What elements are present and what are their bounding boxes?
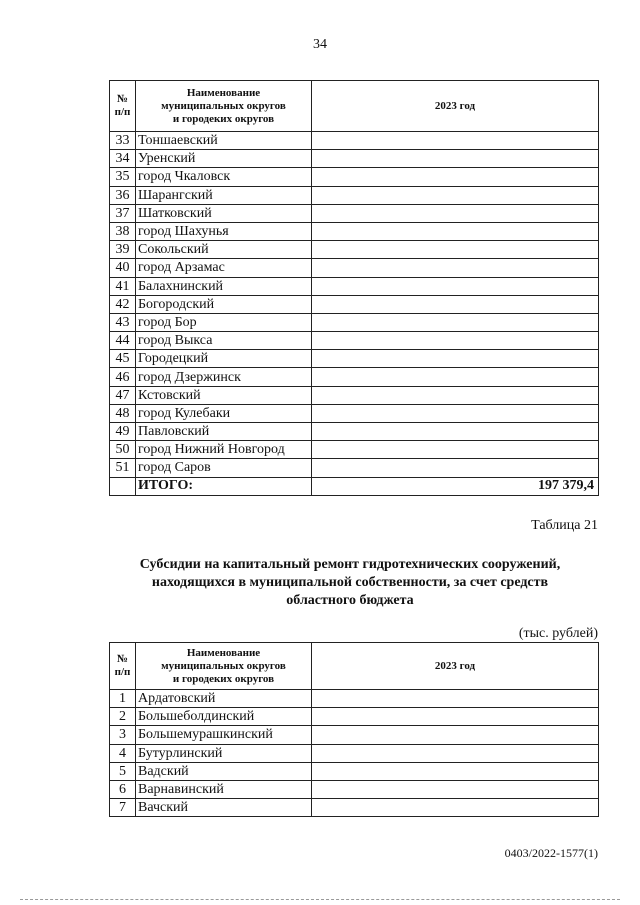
row-number: 40 <box>110 259 136 277</box>
row-value <box>312 168 599 186</box>
row-name: Кстовский <box>136 386 312 404</box>
row-number: 46 <box>110 368 136 386</box>
table-row <box>110 277 599 295</box>
header-name: Наименование муниципальных округов и городеких округов <box>136 643 312 690</box>
footer-divider <box>20 899 620 900</box>
table-row <box>110 799 599 817</box>
row-value <box>312 204 599 222</box>
row-name: Шарангский <box>136 186 312 204</box>
row-value <box>312 295 599 313</box>
table-row <box>110 150 599 168</box>
header-num: № п/п <box>110 81 136 132</box>
table-row <box>110 241 599 259</box>
row-value <box>312 150 599 168</box>
row-value <box>312 222 599 240</box>
total-value: 197 379,4 <box>312 477 599 495</box>
row-name: Бутурлинский <box>136 744 312 762</box>
row-name: город Выкса <box>136 332 312 350</box>
row-name: Уренский <box>136 150 312 168</box>
row-number: 43 <box>110 313 136 331</box>
row-value <box>312 441 599 459</box>
header-num: № п/п <box>110 643 136 690</box>
row-name: Городецкий <box>136 350 312 368</box>
row-name: город Арзамас <box>136 259 312 277</box>
row-value <box>312 404 599 422</box>
table-row <box>110 222 599 240</box>
row-name: Варнавинский <box>136 780 312 798</box>
header-year: 2023 год <box>312 643 599 690</box>
row-number: 5 <box>110 762 136 780</box>
row-value <box>312 799 599 817</box>
table-row <box>110 259 599 277</box>
row-number: 36 <box>110 186 136 204</box>
row-value <box>312 368 599 386</box>
row-number: 50 <box>110 441 136 459</box>
page-number: 34 <box>313 37 327 52</box>
table-row <box>110 423 599 441</box>
municipal-table-continued <box>109 80 599 496</box>
row-number: 33 <box>110 132 136 150</box>
row-name: город Кулебаки <box>136 404 312 422</box>
document-code: 0403/2022-1577(1) <box>504 846 598 860</box>
table-row <box>110 132 599 150</box>
row-number: 48 <box>110 404 136 422</box>
row-value <box>312 350 599 368</box>
table-row <box>110 690 599 708</box>
row-number: 47 <box>110 386 136 404</box>
row-value <box>312 423 599 441</box>
row-number: 34 <box>110 150 136 168</box>
row-number: 4 <box>110 744 136 762</box>
table-row <box>110 762 599 780</box>
row-name: Павловский <box>136 423 312 441</box>
row-number: 49 <box>110 423 136 441</box>
table-row <box>110 350 599 368</box>
row-value <box>312 186 599 204</box>
subsidies-table <box>109 642 599 817</box>
row-name: город Саров <box>136 459 312 477</box>
section-title: Субсидии на капитальный ремонт гидротехнических сооружений, находящихся в муниципальной собственности, за счет средств областного бюджета <box>139 557 561 608</box>
row-number: 38 <box>110 222 136 240</box>
table-row <box>110 168 599 186</box>
table-header-row <box>110 643 599 690</box>
row-number: 45 <box>110 350 136 368</box>
row-name: Вачский <box>136 799 312 817</box>
row-name: город Шахунья <box>136 222 312 240</box>
table-row <box>110 744 599 762</box>
row-value <box>312 332 599 350</box>
total-label: ИТОГО: <box>136 477 312 495</box>
row-value <box>312 313 599 331</box>
row-name: Богородский <box>136 295 312 313</box>
row-number: 37 <box>110 204 136 222</box>
row-value <box>312 726 599 744</box>
row-number: 6 <box>110 780 136 798</box>
row-value <box>312 132 599 150</box>
header-year: 2023 год <box>312 81 599 132</box>
row-name: город Дзержинск <box>136 368 312 386</box>
row-number: 42 <box>110 295 136 313</box>
row-value <box>312 708 599 726</box>
units-label: (тыс. рублей) <box>518 626 598 641</box>
table-row <box>110 708 599 726</box>
table-row <box>110 726 599 744</box>
row-value <box>312 780 599 798</box>
row-name: Тоншаевский <box>136 132 312 150</box>
row-value <box>312 690 599 708</box>
row-value <box>312 744 599 762</box>
table-row <box>110 459 599 477</box>
row-name: Ардатовский <box>136 690 312 708</box>
row-number: 41 <box>110 277 136 295</box>
table-row <box>110 295 599 313</box>
table-row <box>110 204 599 222</box>
table-row <box>110 332 599 350</box>
row-value <box>312 259 599 277</box>
row-number: 1 <box>110 690 136 708</box>
total-row <box>110 477 599 495</box>
row-name: Большеболдинский <box>136 708 312 726</box>
row-number: 35 <box>110 168 136 186</box>
table-row <box>110 186 599 204</box>
row-name: Сокольский <box>136 241 312 259</box>
row-number: 39 <box>110 241 136 259</box>
header-name: Наименование муниципальных округов и городеких округов <box>136 81 312 132</box>
table-row <box>110 404 599 422</box>
row-name: Вадский <box>136 762 312 780</box>
row-name: город Нижний Новгород <box>136 441 312 459</box>
row-value <box>312 762 599 780</box>
row-name: город Бор <box>136 313 312 331</box>
row-number: 2 <box>110 708 136 726</box>
row-number: 51 <box>110 459 136 477</box>
row-value <box>312 459 599 477</box>
table-row <box>110 441 599 459</box>
row-number: 44 <box>110 332 136 350</box>
row-name: город Чкаловск <box>136 168 312 186</box>
row-value <box>312 277 599 295</box>
row-name: Большемурашкинский <box>136 726 312 744</box>
row-number: 7 <box>110 799 136 817</box>
table-caption: Таблица 21 <box>531 518 598 533</box>
table-row <box>110 313 599 331</box>
total-num-cell <box>110 477 136 495</box>
table-row <box>110 386 599 404</box>
row-number: 3 <box>110 726 136 744</box>
row-value <box>312 241 599 259</box>
row-name: Шатковский <box>136 204 312 222</box>
table-row <box>110 780 599 798</box>
table-row <box>110 368 599 386</box>
table-header-row <box>110 81 599 132</box>
row-name: Балахнинский <box>136 277 312 295</box>
row-value <box>312 386 599 404</box>
